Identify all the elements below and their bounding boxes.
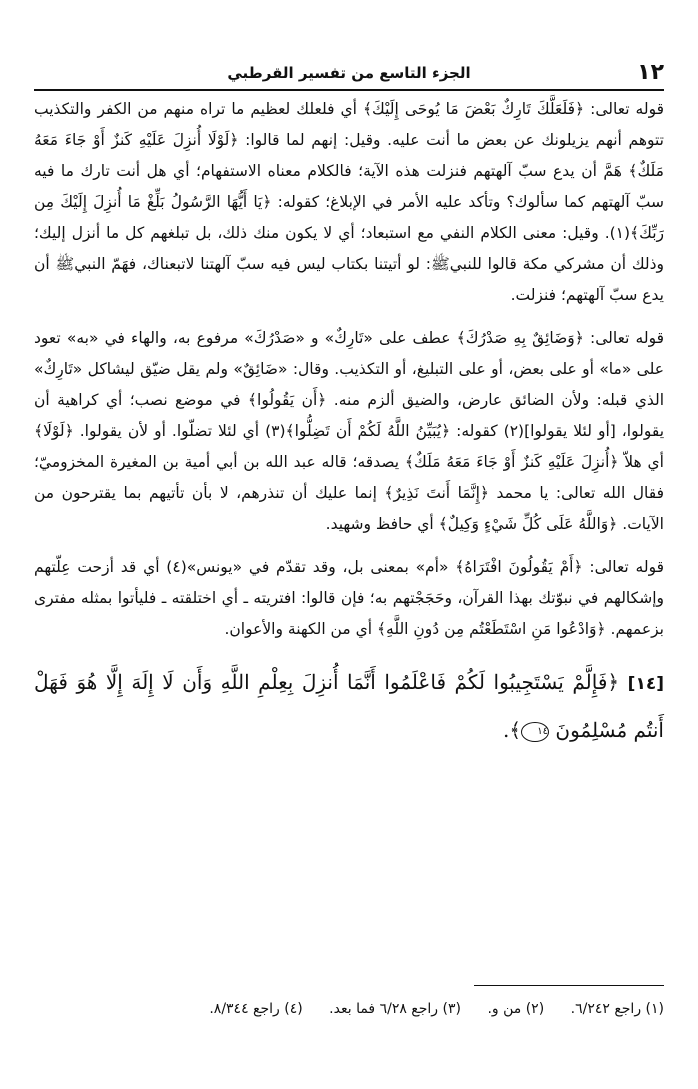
quran-verse xyxy=(34,659,664,753)
verse-text: ﴿فَإِلَّمْ يَسْتَجِيبُوا لَكُمْ فَاعْلَمُوا أَنَّمَا أُنزِلَ بِعِلْمِ اللَّهِ وَأَن لَا إِلَهَ إِلَّا هُوَ فَهَلْ أَنتُم مُسْلِمُونَ xyxy=(34,670,664,742)
footnote-rule xyxy=(474,985,664,986)
footnote: (٣) راجع ٦/٢٨ فما بعد. xyxy=(329,1001,461,1017)
footnote: (١) راجع ٦/٢٤٢. xyxy=(570,1001,664,1017)
commentary-body xyxy=(34,94,664,753)
page-header xyxy=(34,58,664,88)
commentary-paragraph: قوله تعالى: ﴿فَلَعَلَّكَ تَارِكٌ بَعْضَ مَا يُوحَى إِلَيْكَ﴾ أي فلعلك لعظيم ما تراه منهم من الكفر والتكذيب تتوهم أنهم يزيلونك عن بعض ما أنت عليه. وقيل: إنهم لما قالوا: ﴿لَوْلَا أُنزِلَ عَلَيْهِ كَنزٌ أَوْ جَاءَ مَعَهُ مَلَكٌ﴾ هَمَّ أن يدع سبّ آلهتهم فنزلت هذه الآية؛ فالكلام معناه الاستفهام؛ أي هل أنت تارك ما فيه سبّ آلهتهم كما سألوك؟ وتأكد عليه الأمر في الإبلاغ؛ كقوله: ﴿يَا أَيُّهَا الرَّسُولُ بَلِّغْ مَا أُنزِلَ إِلَيْكَ مِن رَبِّكَ﴾(١). وقيل: معنى الكلام النفي مع استبعاد؛ أي لا يكون منك ذلك، بل تبلغهم كل ما أنزل إليك؛ وذلك أن مشركي مكة قالوا للنبيﷺ: لو أتيتنا بكتاب ليس فيه سبّ آلهتنا لاتبعناك، فهَمّ النبيﷺ أن يدع سبّ آلهتهم؛ فنزلت. xyxy=(34,100,664,304)
footnote: (٢) من و. xyxy=(487,1001,545,1017)
footnotes xyxy=(34,996,664,1022)
verse-number: [١٤] xyxy=(627,674,664,694)
running-title: الجزء التاسع من تفسير القرطبي xyxy=(227,64,471,82)
header-rule xyxy=(34,89,664,91)
commentary-paragraph: قوله تعالى: ﴿وَضَائِقٌ بِهِ صَدْرُكَ﴾ عطف على «تَارِكٌ» و «صَدْرُكَ» مرفوع به، والهاء في «به» تعود على «ما» أو على بعض، أو على التبليغ، أو التكذيب. وقال: «ضَائِقٌ» ولم يقل ضيّق ليشاكل «تَارِكٌ» الذي قبله: ولأن الضائق عارض، والضيق ألزم منه. ﴿أَن يَقُولُوا﴾ في موضع نصب؛ أي كراهية أن يقولوا، [أو لئلا يقولوا](٢) كقوله: ﴿يُبَيِّنُ اللَّهُ لَكُمْ أَن تَضِلُّوا﴾(٣) أي لئلا تضلّوا. أو لأن يقولوا. ﴿لَوْلَا﴾ أي هلاّ ﴿أُنزِلَ عَلَيْهِ كَنزٌ أَوْ جَاءَ مَعَهُ مَلَكٌ﴾ يصدقه؛ قاله عبد الله بن أبي أمية بن المغيرة المخزوميّ؛ فقال الله تعالى: يا محمد ﴿إِنَّمَا أَنتَ نَذِيرٌ﴾ إنما عليك أن تنذرهم، لا بأن تأتيهم بما يقترحون من الآيات. ﴿وَاللَّهُ عَلَى كُلِّ شَيْءٍ وَكِيلٌ﴾ أي حافظ وشهيد. xyxy=(34,329,665,533)
commentary-paragraph: قوله تعالى: ﴿أَمْ يَقُولُونَ افْتَرَاهُ﴾ «أم» بمعنى بل، وقد تقدّم في «يونس»(٤) أي قد أزحت عِلّتهم وإشكالهم في نبوّتك بهذا القرآن، وحَجَجْتهم به؛ فإن قالوا: افتريته ـ أي اختلقته ـ فليأتوا بمثله مفترى بزعمهم. ﴿وَادْعُوا مَنِ اسْتَطَعْتُم مِن دُونِ اللَّهِ﴾ أي من الكهنة والأعوان. xyxy=(34,558,664,638)
footnote: (٤) راجع ٨/٣٤٤. xyxy=(209,1001,303,1017)
ayah-end-marker: ١٤ xyxy=(521,722,549,742)
page-number: ١٢ xyxy=(637,60,664,85)
verse-closing: ﴾. xyxy=(502,718,522,742)
